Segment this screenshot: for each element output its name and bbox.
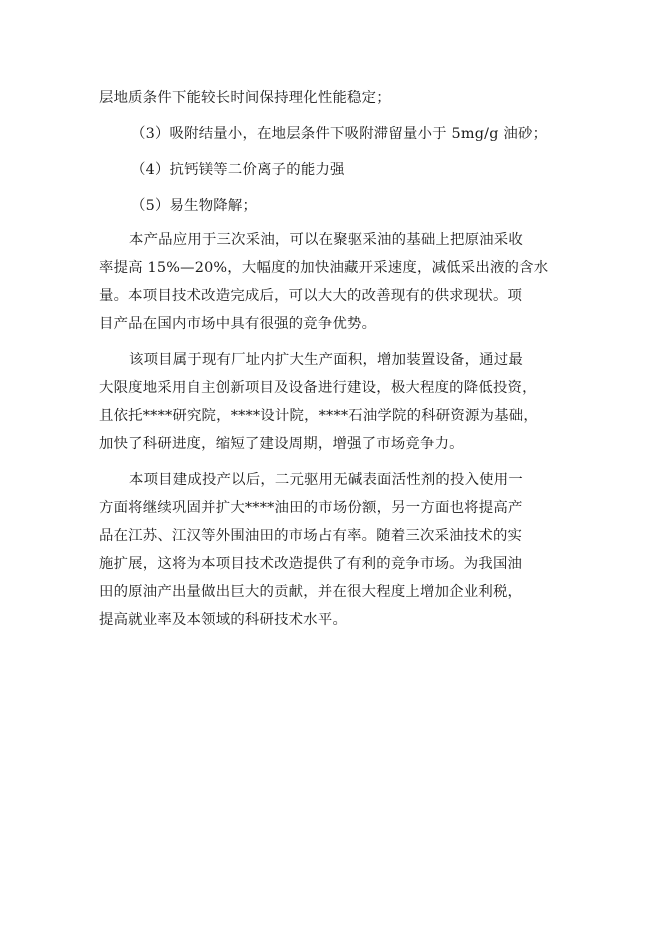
paragraph-line: 方面将继续巩固并扩大****油田的市场份额，另一方面也将提高产 <box>99 500 523 516</box>
paragraph-line: 大限度地采用自主创新项目及设备进行建设，极大程度的降低投资， <box>99 380 537 396</box>
list-item-3: （3）吸附结量小，在地层条件下吸附滞留量小于 5mg/g 油砂； <box>131 126 548 142</box>
paragraph-line: 加快了科研进度，缩短了建设周期，增强了市场竞争力。 <box>99 436 464 452</box>
continuation-line: 层地质条件下能较长时间保持理化性能稳定； <box>99 90 391 106</box>
paragraph-project-expansion <box>99 346 569 458</box>
paragraph-line: 本产品应用于三次采油，可以在聚驱采油的基础上把原油采收 <box>129 232 523 248</box>
paragraph-line: 本项目建成投产以后，二元驱用无碱表面活性剂的投入使用一 <box>129 472 523 488</box>
paragraph-line: 提高就业率及本领域的科研技术水平。 <box>99 612 348 628</box>
paragraph-line: 量。本项目技术改造完成后，可以大大的改善现有的供求现状。项 <box>99 288 523 304</box>
list-item-5: （5）易生物降解； <box>131 198 258 214</box>
paragraph-product-application <box>99 226 569 338</box>
paragraph-market-outlook <box>99 466 569 634</box>
paragraph-line: 施扩展，这将为本项目技术改造提供了有利的竞争市场。为我国油 <box>99 556 523 572</box>
paragraph-line: 品在江苏、江汉等外围油田的市场占有率。随着三次采油技术的实 <box>99 528 523 544</box>
document-body <box>99 84 569 634</box>
paragraph-line: 目产品在国内市场中具有很强的竞争优势。 <box>99 316 377 332</box>
paragraph-line: 田的原油产出量做出巨大的贡献，并在很大程度上增加企业利税， <box>99 584 523 600</box>
paragraph-line: 且依托****研究院，****设计院，****石油学院的科研资源为基础， <box>99 408 538 424</box>
paragraph-line: 率提高 15%—20%，大幅度的加快油藏开采速度，减低采出液的含水 <box>99 260 549 276</box>
list-item-4: （4）抗钙镁等二价离子的能力强 <box>131 162 345 178</box>
paragraph-line: 该项目属于现有厂址内扩大生产面积，增加装置设备，通过最 <box>129 352 523 368</box>
